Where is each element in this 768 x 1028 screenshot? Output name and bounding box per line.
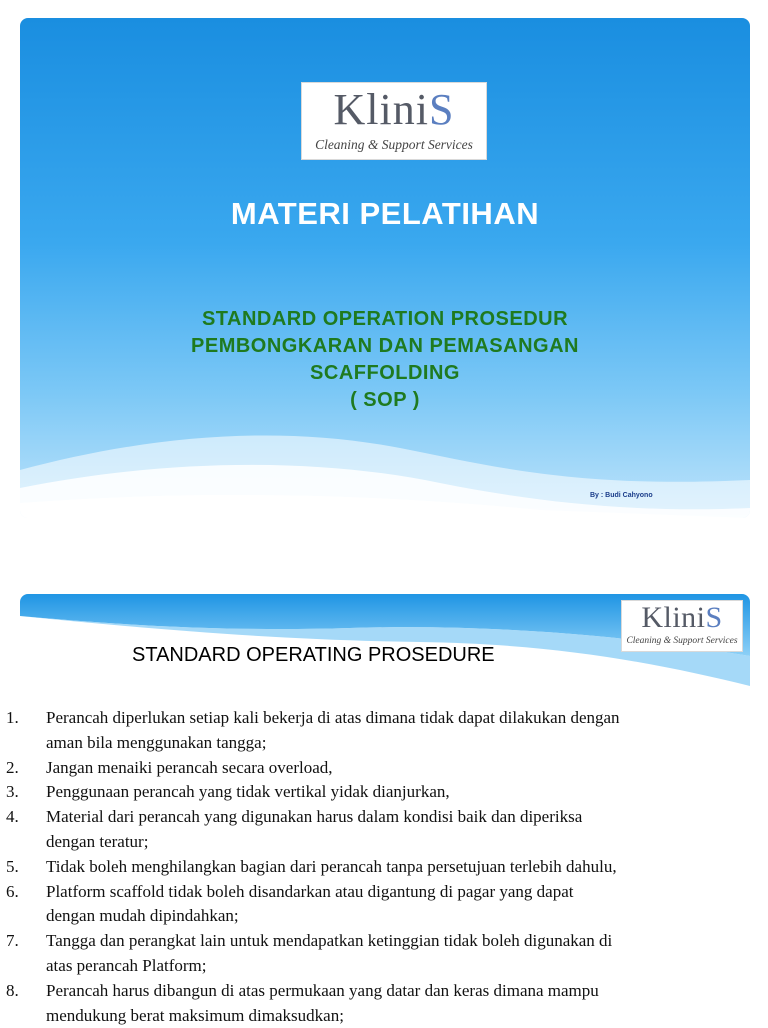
klinis-logo xyxy=(301,82,487,160)
logo-brand: KliniS xyxy=(333,85,455,134)
author-credit: By : Budi Cahyono xyxy=(590,492,653,499)
list-item-text: Material dari perancah yang digunakan harus dalam kondisi baik dan diperiksa xyxy=(46,807,583,827)
content-slide-header xyxy=(20,594,750,694)
list-number: 7. xyxy=(6,931,19,951)
list-item xyxy=(0,880,768,930)
logo-brand: KliniS xyxy=(641,601,723,634)
subtitle-line: STANDARD OPERATION PROSEDUR xyxy=(201,308,569,330)
list-item xyxy=(0,780,768,805)
subtitle-line: ( SOP ) xyxy=(350,389,420,411)
list-item xyxy=(0,979,768,1028)
list-item-text: dengan teratur; xyxy=(46,831,149,851)
list-item xyxy=(0,855,768,880)
list-item-text: atas perancah Platform; xyxy=(46,955,207,975)
slide-title: MATERI PELATIHAN xyxy=(230,196,540,231)
list-item-text: Penggunaan perancah yang tidak vertikal yidak dianjurkan, xyxy=(46,782,450,802)
list-item-text: Perancah harus dibangun di atas permukaan yang datar dan keras dimana mampu xyxy=(46,980,599,1000)
list-item xyxy=(0,756,768,781)
list-item-text: Perancah diperlukan setiap kali bekerja di atas dimana tidak dapat dilakukan dengan xyxy=(46,708,620,727)
list-item-text: Platform scaffold tidak boleh disandarkan atau digantung di pagar yang dapat xyxy=(46,881,574,901)
sop-list xyxy=(0,706,768,1028)
klinis-logo xyxy=(621,600,743,652)
list-number: 8. xyxy=(6,980,19,1000)
list-number: 1. xyxy=(6,708,19,727)
logo-tagline: Cleaning & Support Services xyxy=(626,636,738,646)
title-slide xyxy=(20,18,750,518)
list-item-text: dengan mudah dipindahkan; xyxy=(46,906,239,926)
subtitle-line: PEMBONGKARAN DAN PEMASANGAN xyxy=(191,335,579,357)
list-number: 4. xyxy=(6,807,19,827)
list-number: 2. xyxy=(6,757,19,777)
list-number: 6. xyxy=(6,881,19,901)
subtitle-line: SCAFFOLDING xyxy=(310,362,460,384)
slide-subtitle xyxy=(20,306,750,414)
list-item xyxy=(0,706,768,756)
list-number: 5. xyxy=(6,856,19,876)
slide-title: STANDARD OPERATING PROSEDURE xyxy=(132,644,495,666)
list-item xyxy=(0,805,768,855)
list-item-text: Jangan menaiki perancah secara overload, xyxy=(46,757,333,777)
list-item-text: Tidak boleh menghilangkan bagian dari perancah tanpa persetujuan terlebih dahulu, xyxy=(46,856,617,876)
list-item-text: aman bila menggunakan tangga; xyxy=(46,732,267,752)
list-item-text: mendukung berat maksimum dimaksudkan; xyxy=(46,1005,344,1025)
list-item-text: Tangga dan perangkat lain untuk mendapatkan ketinggian tidak boleh digunakan di xyxy=(46,931,613,951)
logo-tagline: Cleaning & Support Services xyxy=(315,137,473,152)
list-item xyxy=(0,929,768,979)
list-number: 3. xyxy=(6,782,19,802)
